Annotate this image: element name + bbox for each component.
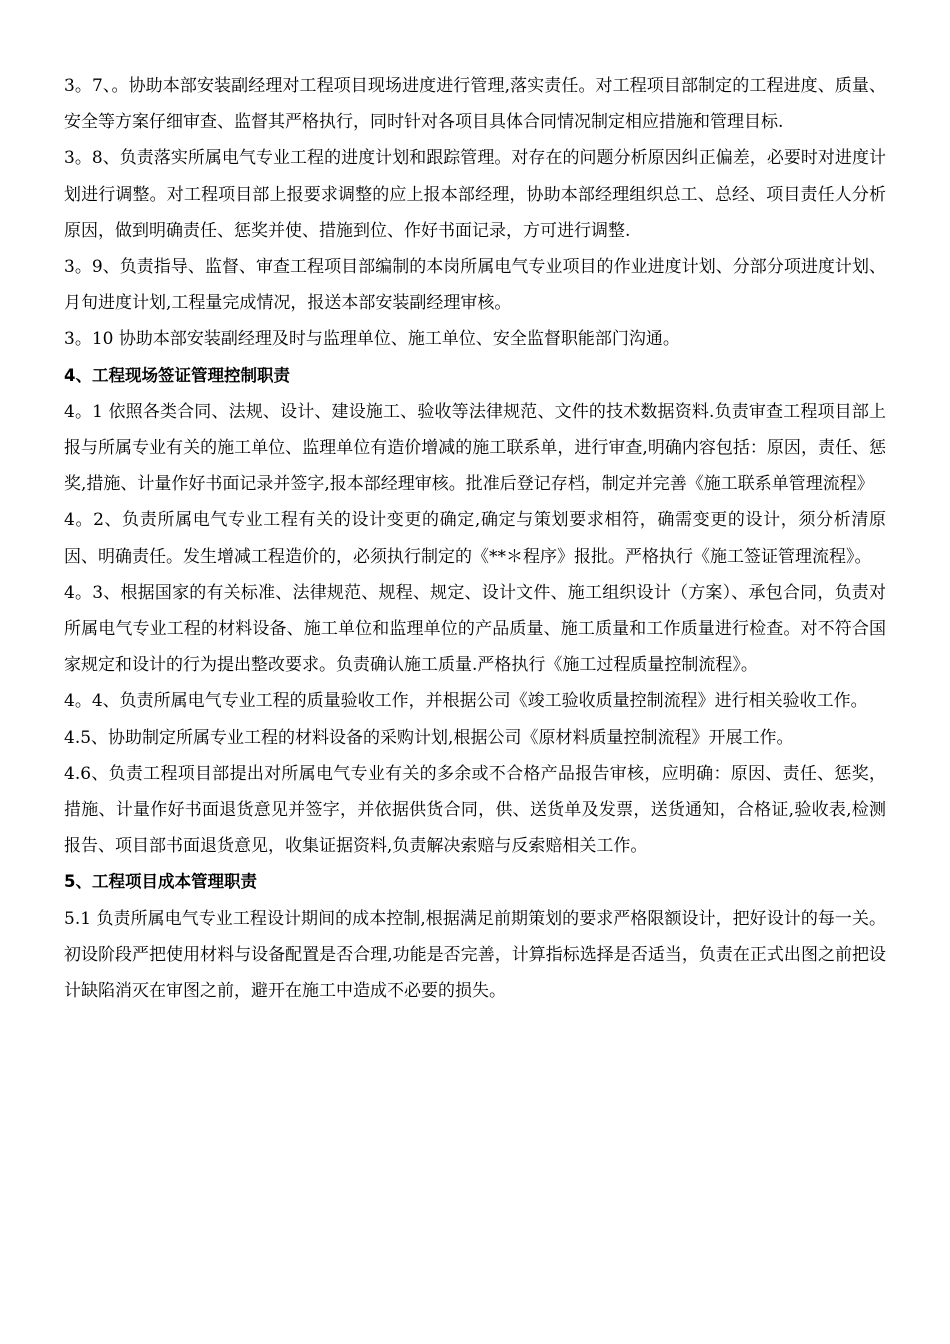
paragraph-3-10: 3。10 协助本部安装副经理及时与监理单位、施工单位、安全监督职能部门沟通。	[64, 329, 680, 350]
paragraph-3-8: 3。8、负责落实所属电气专业工程的进度计划和跟踪管理。对存在的问题分析原因纠正偏差，必要时对进度计划进行调整。对工程项目部上报要求调整的应上报本部经理，协助本部经理组织总工、总经、项目责任人分析原因，做到明确责任、惩奖并使、措施到位、作好书面记录，方可进行调整.	[64, 148, 886, 241]
paragraph-4-3: 4。3、根据国家的有关标准、法律规范、规程、规定、设计文件、施工组织设计（方案）、承包合同，负责对所属电气专业工程的材料设备、施工单位和监理单位的产品质量、施工质量和工作质量进行检查。对不符合国家规定和设计的行为提出整改要求。负责确认施工质量.严格执行《施工过程质量控制流程》。	[64, 582, 886, 676]
paragraph-5-1: 5.1 负责所属电气专业工程设计期间的成本控制,根据满足前期策划的要求严格限额设计，把好设计的每一关。初设阶段严把使用材料与设备配置是否合理,功能是否完善，计算指标选择是否适当，负责在正式出图之前把设计缺陷消灭在审图之前，避开在施工中造成不必要的损失。	[64, 908, 886, 1002]
document-page	[64, 68, 886, 1009]
paragraph-4-2: 4。2、负责所属电气专业工程有关的设计变更的确定,确定与策划要求相符，确需变更的设计，须分析清原因、明确责任。发生增减工程造价的，必须执行制定的《**＊程序》报批。严格执行《施工签证管理流程》。	[64, 510, 886, 567]
paragraph-4-5: 4.5、协助制定所属专业工程的材料设备的采购计划,根据公司《原材料质量控制流程》开展工作。	[64, 727, 794, 748]
section-heading-5: 5、工程项目成本管理职责	[64, 872, 257, 892]
paragraph-3-9: 3。9、负责指导、监督、审查工程项目部编制的本岗所属电气专业项目的作业进度计划、分部分项进度计划、月旬进度计划,工程量完成情况，报送本部安装副经理审核。	[64, 257, 886, 314]
paragraph-4-6: 4.6、负责工程项目部提出对所属电气专业有关的多余或不合格产品报告审核，应明确：原因、责任、惩奖，措施、计量作好书面退货意见并签字，并依据供货合同，供、送货单及发票，送货通知，合格证,验收表,检测报告、项目部书面退货意见，收集证据资料,负责解决索赔与反索赔相关工作。	[64, 763, 886, 857]
paragraph-4-1: 4。1 依照各类合同、法规、设计、建设施工、验收等法律规范、文件的技术数据资料.负责审查工程项目部上报与所属专业有关的施工单位、监理单位有造价增减的施工联系单，进行审查,明确内容包括：原因，责任、惩奖,措施、计量作好书面记录并签字,报本部经理审核。批准后登记存档，制定并完善《施工联系单管理流程》	[64, 401, 886, 495]
paragraph-3-7: 3。7、。协助本部安装副经理对工程项目现场进度进行管理,落实责任。对工程项目部制定的工程进度、质量、安全等方案仔细审查、监督其严格执行，同时针对各项目具体合同情况制定相应措施和管理目标.	[64, 76, 886, 133]
paragraph-4-4: 4。4、负责所属电气专业工程的质量验收工作，并根据公司《竣工验收质量控制流程》进行相关验收工作。	[64, 691, 868, 712]
section-heading-4: 4、工程现场签证管理控制职责	[64, 365, 290, 385]
